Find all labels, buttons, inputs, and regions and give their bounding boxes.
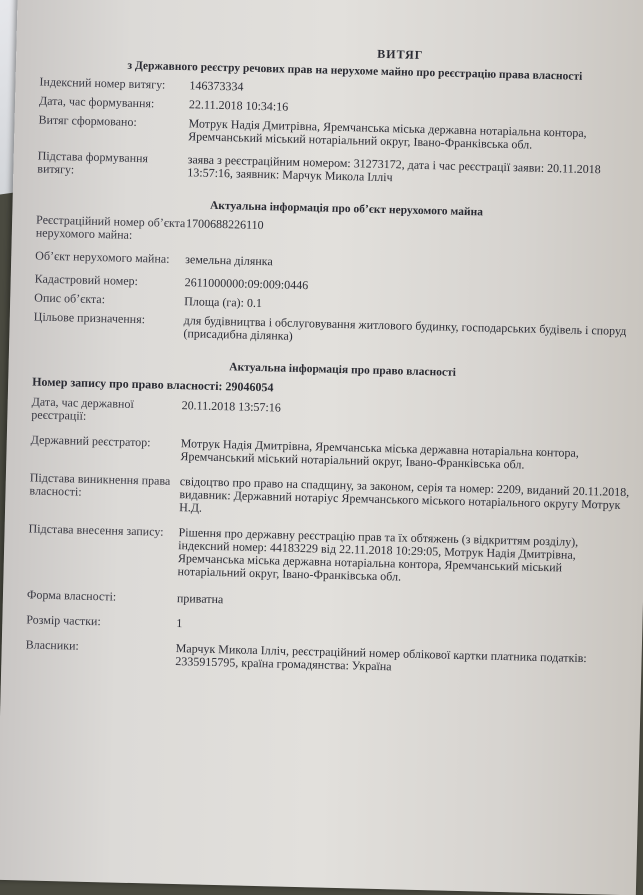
field-row-owners bbox=[25, 638, 625, 679]
field-label: Розмір частки: bbox=[26, 612, 101, 629]
field-label: Об’єкт нерухомого майна: bbox=[35, 248, 170, 266]
field-value: 1700688226110 bbox=[185, 216, 264, 233]
section-title-object: Актуальна інформація про об’єкт нерухомого майна bbox=[209, 199, 484, 219]
field-value: свідоцтво про право на спадщину, за законом, серія та номер: 2209, виданий 20.11.2018, видавник: Державний нотаріус Яремчанського міського нотаріального округу Мотрук Н.Д. bbox=[178, 474, 630, 515]
field-label: Цільове призначення: bbox=[33, 309, 146, 327]
field-row-registrar bbox=[30, 433, 630, 474]
field-label: Форма власності: bbox=[26, 587, 117, 604]
field-value: Мотрук Надія Дмитрівна, Яремчанська міська державна нотаріальна контора, Яремчанський міський нотаріальний округ, Івано-Франківська обл. bbox=[180, 436, 580, 472]
field-label: Кадастровий номер: bbox=[34, 271, 139, 289]
field-row-share-size bbox=[26, 613, 626, 641]
field-value: 2611000000:09:009:0446 bbox=[184, 275, 309, 293]
field-label: Дата, час формування: bbox=[38, 93, 155, 111]
document-content bbox=[25, 39, 640, 679]
field-label: Підстава виникнення права власності: bbox=[29, 470, 171, 499]
field-label: Підстава внесення запису: bbox=[28, 521, 164, 539]
section-title-ownership: Актуальна інформація про право власності bbox=[229, 361, 457, 379]
field-value: Марчук Микола Ілліч, реєстраційний номер облікової картки платника податків: 2335915795, країна громадянства: Україна bbox=[175, 641, 587, 674]
field-value: 146373334 bbox=[189, 78, 244, 94]
field-value: 20.11.2018 13:57:16 bbox=[181, 398, 282, 415]
field-value: Мотрук Надія Дмитрівна, Яремчанська міська державна нотаріальна контора, Яремчанський міський нотаріальний округ, Івано-Франківська обл. bbox=[188, 116, 587, 152]
field-value: Рішення про державну реєстрацію прав та їх обтяжень (з відкриттям розділу), індексний номер: 44183229 від 22.11.2018 10:29:05, Мотрук Надія Дмитрівна, Яремчанська міська державна нотаріальна контора, Яремчанський міський нотаріальний округ, Івано-Франківська обл. bbox=[177, 525, 579, 584]
field-row-ownership-form bbox=[27, 588, 627, 616]
field-label: Реєстраційний номер об’єкта нерухомого майна: bbox=[35, 212, 186, 242]
document-subtitle: з Державного реєстру речових прав на нерухоме майно про реєстрацію права власності bbox=[127, 59, 583, 83]
field-label: Витяг сформовано: bbox=[38, 112, 137, 129]
field-value: для будівництва і обслуговування житлового будинку, господарських будівель і споруд (присадибна ділянка) bbox=[183, 313, 627, 343]
field-value: Площа (га): 0.1 bbox=[184, 294, 263, 311]
field-label: Дата, час державної реєстрації: bbox=[31, 394, 134, 423]
field-label: Державний реєстратор: bbox=[30, 432, 151, 450]
field-value: приватна bbox=[176, 591, 224, 607]
field-label: Власники: bbox=[25, 637, 80, 653]
field-value: заява з реєстраційним номером: 31273172, дата і час реєстрації заяви: 20.11.2018 13:57:16, заявник: Марчук Микола Ілліч bbox=[187, 152, 601, 185]
field-label: Підстава формування витягу: bbox=[37, 148, 149, 177]
field-value: земельна ділянка bbox=[185, 252, 273, 269]
field-label: Індексний номер витягу: bbox=[39, 74, 166, 92]
field-row-formation-basis bbox=[37, 150, 637, 191]
field-value: 22.11.2018 10:34:16 bbox=[188, 97, 289, 114]
field-label: Опис об’єкта: bbox=[34, 290, 106, 307]
field-row-entry-basis bbox=[27, 522, 628, 589]
document-title: ВИТЯГ bbox=[377, 46, 424, 62]
field-row-ownership-basis bbox=[29, 471, 630, 525]
field-value: 1 bbox=[176, 616, 183, 631]
ownership-record-number: Номер запису про право власності: 29046054 bbox=[32, 374, 274, 395]
